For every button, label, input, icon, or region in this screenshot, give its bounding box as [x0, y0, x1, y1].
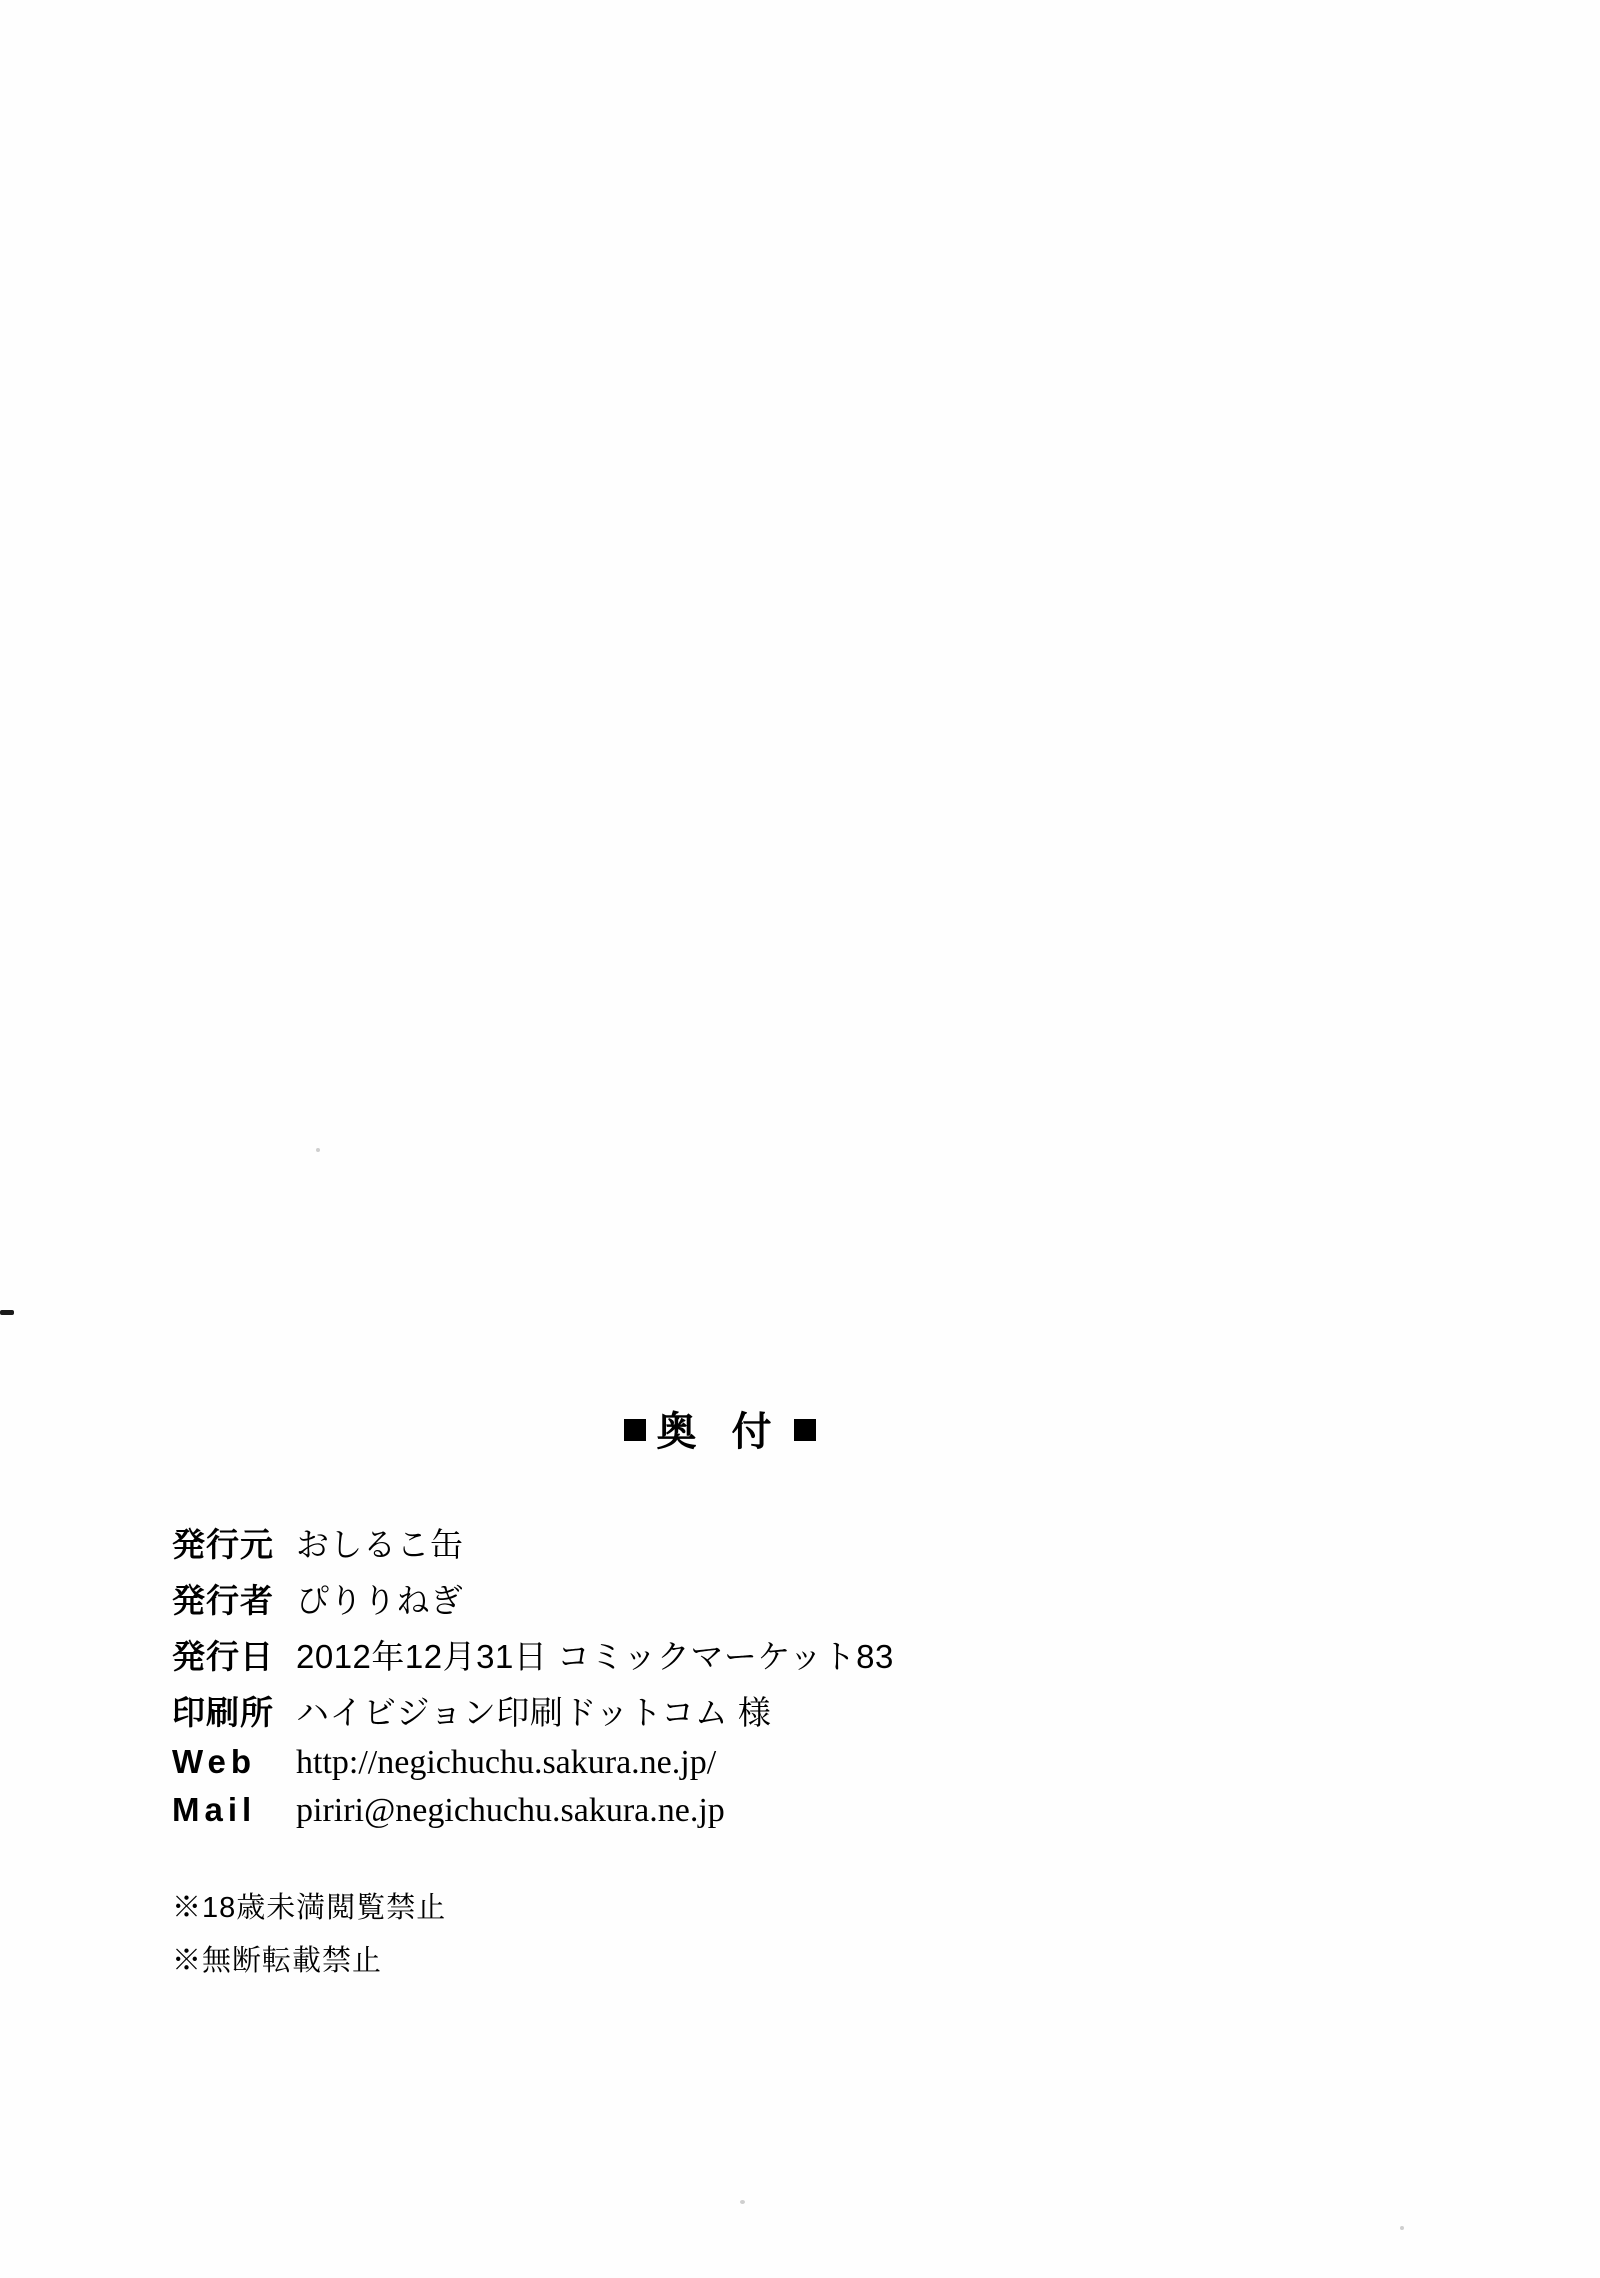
colophon-heading	[0, 1400, 1600, 1457]
row-value-mail[interactable]: piriri@negichuchu.sakura.ne.jp	[296, 1792, 725, 1829]
table-row	[172, 1631, 894, 1687]
row-value-author: ぴりりねぎ	[296, 1582, 464, 1619]
row-value-publisher: おしるこ缶	[296, 1526, 464, 1563]
row-value-date: 2012年12月31日 コミックマーケット83	[296, 1638, 894, 1675]
square-bullet-icon	[794, 1419, 816, 1441]
square-bullet-icon	[624, 1419, 646, 1441]
colophon-heading-text: 奥 付	[656, 1410, 784, 1454]
page-edge-mark	[0, 1310, 14, 1315]
row-value-printer: ハイビジョン印刷ドットコム 様	[296, 1694, 772, 1731]
row-label-printer: 印刷所	[172, 1694, 274, 1731]
table-row	[172, 1687, 894, 1743]
scan-speck	[316, 1148, 320, 1152]
table-row	[172, 1519, 894, 1575]
table-row	[172, 1791, 894, 1839]
colophon-notes	[172, 1885, 1600, 1979]
table-row	[172, 1575, 894, 1631]
note-no-reproduction: ※無断転載禁止	[172, 1945, 383, 1977]
note-age-restriction: ※18歳未満閲覧禁止	[172, 1892, 447, 1924]
row-label-mail: Mail	[172, 1791, 257, 1828]
row-label-date: 発行日	[172, 1638, 274, 1675]
colophon-section	[0, 1400, 1600, 1991]
table-row	[172, 1743, 894, 1791]
row-value-web[interactable]: http://negichuchu.sakura.ne.jp/	[296, 1744, 717, 1781]
scan-speck	[1400, 2226, 1404, 2230]
colophon-info-table	[172, 1519, 894, 1839]
row-label-publisher: 発行元	[172, 1526, 274, 1563]
row-label-web: Web	[172, 1743, 257, 1780]
scan-speck	[740, 2200, 745, 2204]
row-label-author: 発行者	[172, 1582, 274, 1619]
